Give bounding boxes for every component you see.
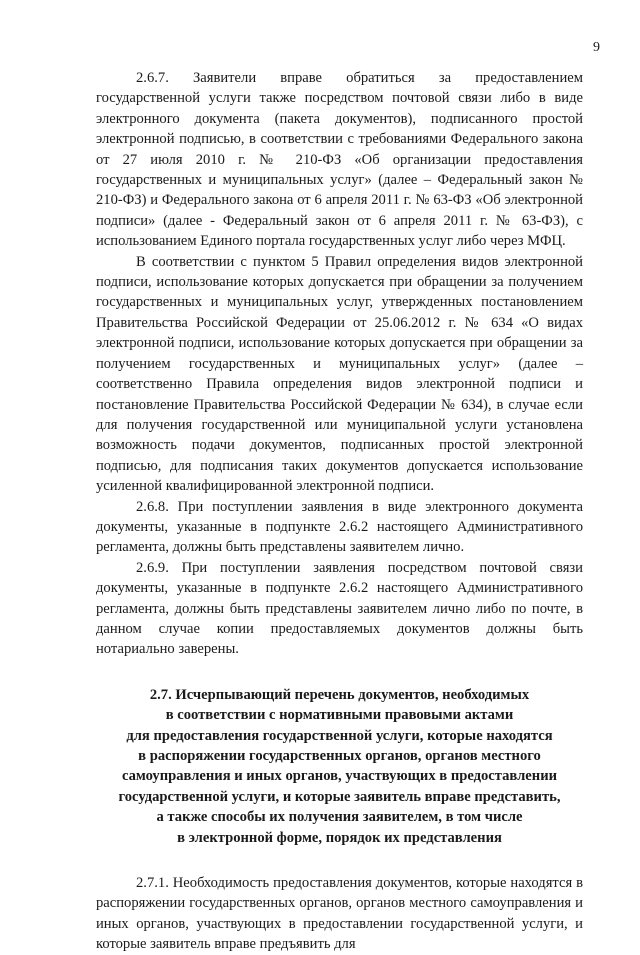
heading-line: 2.7. Исчерпывающий перечень документов, необходимых [149,686,530,703]
page-number: 9 [593,40,600,55]
section-gap [96,848,583,873]
paragraph-electronic-signature: В соответствии с пунктом 5 Правил определения видов электронной подписи, использование которых допускается при обращении за получением государственных и муниципальных услуг, утвержденных постановлением Правительства Российской Федерации от 25.06.2012 г. № 634 «О видах электронной подписи, использование которых допускается при обращении за получением государственных и муниципальных услуг» (далее – соответственно Правила определения видов электронной подписи и постановление Правительства Российской Федерации № 634), в случае если для получения государственной или муниципальной услуги установлена возможность подачи документов, подписанных простой электронной подписью, для подписания таких документов допускается использование усиленной квалифицированной электронной подписи. [96,253,583,495]
document-body [96,68,583,955]
heading-line: самоуправления и иных органов, участвующих в предоставлении [121,768,558,785]
paragraph-2-6-9: 2.6.9. При поступлении заявления посредством почтовой связи документы, указанные в подпункте 2.6.2 настоящего Административного регламента, должны быть представлены заявителем лично либо по почте, в данном случае копии предоставляемых документов должны быть нотариально заверены. [96,559,583,658]
heading-line: а также способы их получения заявителем, в том числе [156,809,523,826]
section-gap [96,660,583,685]
section-heading-2-7 [96,685,583,848]
paragraph-2-6-8: 2.6.8. При поступлении заявления в виде электронного документа документы, указанные в подпункте 2.6.2 настоящего Административного регламента, должны быть представлены заявителем лично. [96,498,583,556]
heading-line: государственной услуги, и которые заявитель вправе представить, [118,788,561,805]
heading-line: для предоставления государственной услуги, которые находятся [126,727,553,744]
heading-line: в электронной форме, порядок их представления [177,829,502,846]
paragraph-2-6-7: 2.6.7. Заявители вправе обратиться за предоставлением государственной услуги также посредством почтовой связи либо в виде электронного документа (пакета документов), подписанного простой электронной подписью, в соответствии с требованиями Федерального закона от 27 июля 2010 г. № 210-ФЗ «Об организации предоставления государственных и муниципальных услуг» (далее – Федеральный закон № 210-ФЗ) и Федерального закона от 6 апреля 2011 г. № 63-ФЗ «Об электронной подписи» (далее - Федеральный закон от 6 апреля 2011 г. № 63-ФЗ), с использованием Единого портала государственных услуг либо через МФЦ. [96,70,583,250]
paragraph-2-7-1: 2.7.1. Необходимость предоставления документов, которые находятся в распоряжении государственных органов, органов местного самоуправления и иных органов, участвующих в предоставлении государственной услуги, и которые заявитель вправе предъявить для [96,875,583,953]
heading-line: в соответствии с нормативными правовыми актами [165,707,514,724]
heading-line: в распоряжении государственных органов, органов местного [138,748,541,764]
